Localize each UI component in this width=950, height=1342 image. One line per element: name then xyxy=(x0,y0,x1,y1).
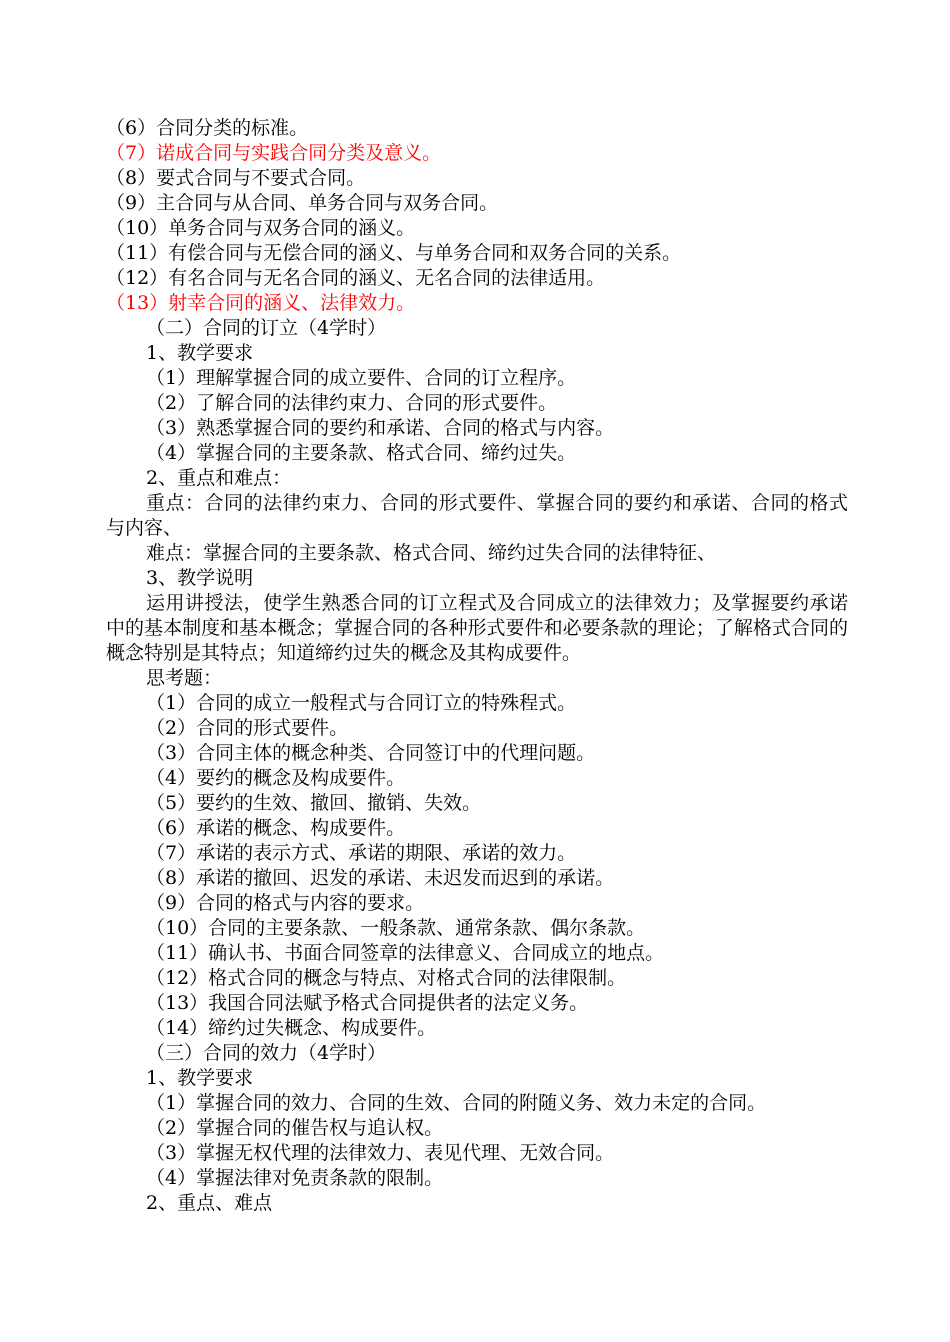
question-item: （2）合同的形式要件。 xyxy=(146,717,349,739)
subsection-heading: 1、教学要求 xyxy=(146,342,254,364)
key-point-paragraph: 重点：合同的法律约束力、合同的形式要件、掌握合同的要约和承诺、合同的格式与内容、 xyxy=(106,492,848,539)
question-item: （12）格式合同的概念与特点、对格式合同的法律限制。 xyxy=(146,967,627,989)
question-item: （4）要约的概念及构成要件。 xyxy=(146,767,406,789)
list-item: （2）了解合同的法律约束力、合同的形式要件。 xyxy=(146,392,558,414)
subsection-heading: 3、教学说明 xyxy=(146,567,254,589)
question-item: （7）承诺的表示方式、承诺的期限、承诺的效力。 xyxy=(146,842,577,864)
question-item: （8）承诺的撤回、迟发的承诺、未迟发而迟到的承诺。 xyxy=(146,867,615,889)
question-item: （14）缔约过失概念、构成要件。 xyxy=(146,1017,437,1039)
list-item: （4）掌握合同的主要条款、格式合同、缔约过失。 xyxy=(146,442,577,464)
list-item-highlighted: （13）射幸合同的涵义、法律效力。 xyxy=(106,292,416,314)
list-item: （4）掌握法律对免责条款的限制。 xyxy=(146,1167,444,1189)
list-item: （3）掌握无权代理的法律效力、表见代理、无效合同。 xyxy=(146,1142,615,1164)
questions-heading: 思考题： xyxy=(146,667,223,689)
section-heading: （三）合同的效力（4学时） xyxy=(146,1042,387,1064)
subsection-heading: 1、教学要求 xyxy=(146,1067,254,1089)
list-item: （2）掌握合同的催告权与追认权。 xyxy=(146,1117,444,1139)
list-item: （11）有偿合同与无偿合同的涵义、与单务合同和双务合同的关系。 xyxy=(106,242,682,264)
subsection-heading: 2、重点、难点 xyxy=(146,1192,273,1214)
question-item: （3）合同主体的概念种类、合同签订中的代理问题。 xyxy=(146,742,596,764)
section-heading: （二）合同的订立（4学时） xyxy=(146,317,387,339)
list-item: （3）熟悉掌握合同的要约和承诺、合同的格式与内容。 xyxy=(146,417,615,439)
question-item: （13）我国合同法赋予格式合同提供者的法定义务。 xyxy=(146,992,589,1014)
list-item: （9）主合同与从合同、单务合同与双务合同。 xyxy=(106,192,499,214)
list-item-highlighted: （7）诺成合同与实践合同分类及意义。 xyxy=(106,142,442,164)
question-item: （9）合同的格式与内容的要求。 xyxy=(146,892,425,914)
list-item: （8）要式合同与不要式合同。 xyxy=(106,167,366,189)
list-item: （1）理解掌握合同的成立要件、合同的订立程序。 xyxy=(146,367,577,389)
question-item: （6）承诺的概念、构成要件。 xyxy=(146,817,406,839)
question-item: （1）合同的成立一般程式与合同订立的特殊程式。 xyxy=(146,692,577,714)
teaching-note-paragraph: 运用讲授法，使学生熟悉合同的订立程式及合同成立的法律效力；及掌握要约承诺中的基本制度和基本概念；掌握合同的各种形式要件和必要条款的理论；了解格式合同的概念特别是其特点；知道缔约过失的概念及其构成要件。 xyxy=(106,592,848,664)
list-item: （12）有名合同与无名合同的涵义、无名合同的法律适用。 xyxy=(106,267,606,289)
difficult-point-paragraph: 难点：掌握合同的主要条款、格式合同、缔约过失合同的法律特征、 xyxy=(146,542,717,564)
list-item: （10）单务合同与双务合同的涵义。 xyxy=(106,217,416,239)
question-item: （10）合同的主要条款、一般条款、通常条款、偶尔条款。 xyxy=(146,917,646,939)
list-item: （1）掌握合同的效力、合同的生效、合同的附随义务、效力未定的合同。 xyxy=(146,1092,767,1114)
list-item: （6）合同分类的标准。 xyxy=(106,117,309,139)
document-body xyxy=(106,116,848,1216)
question-item: （5）要约的生效、撤回、撤销、失效。 xyxy=(146,792,482,814)
subsection-heading: 2、重点和难点： xyxy=(146,467,292,489)
question-item: （11）确认书、书面合同签章的法律意义、合同成立的地点。 xyxy=(146,942,665,964)
